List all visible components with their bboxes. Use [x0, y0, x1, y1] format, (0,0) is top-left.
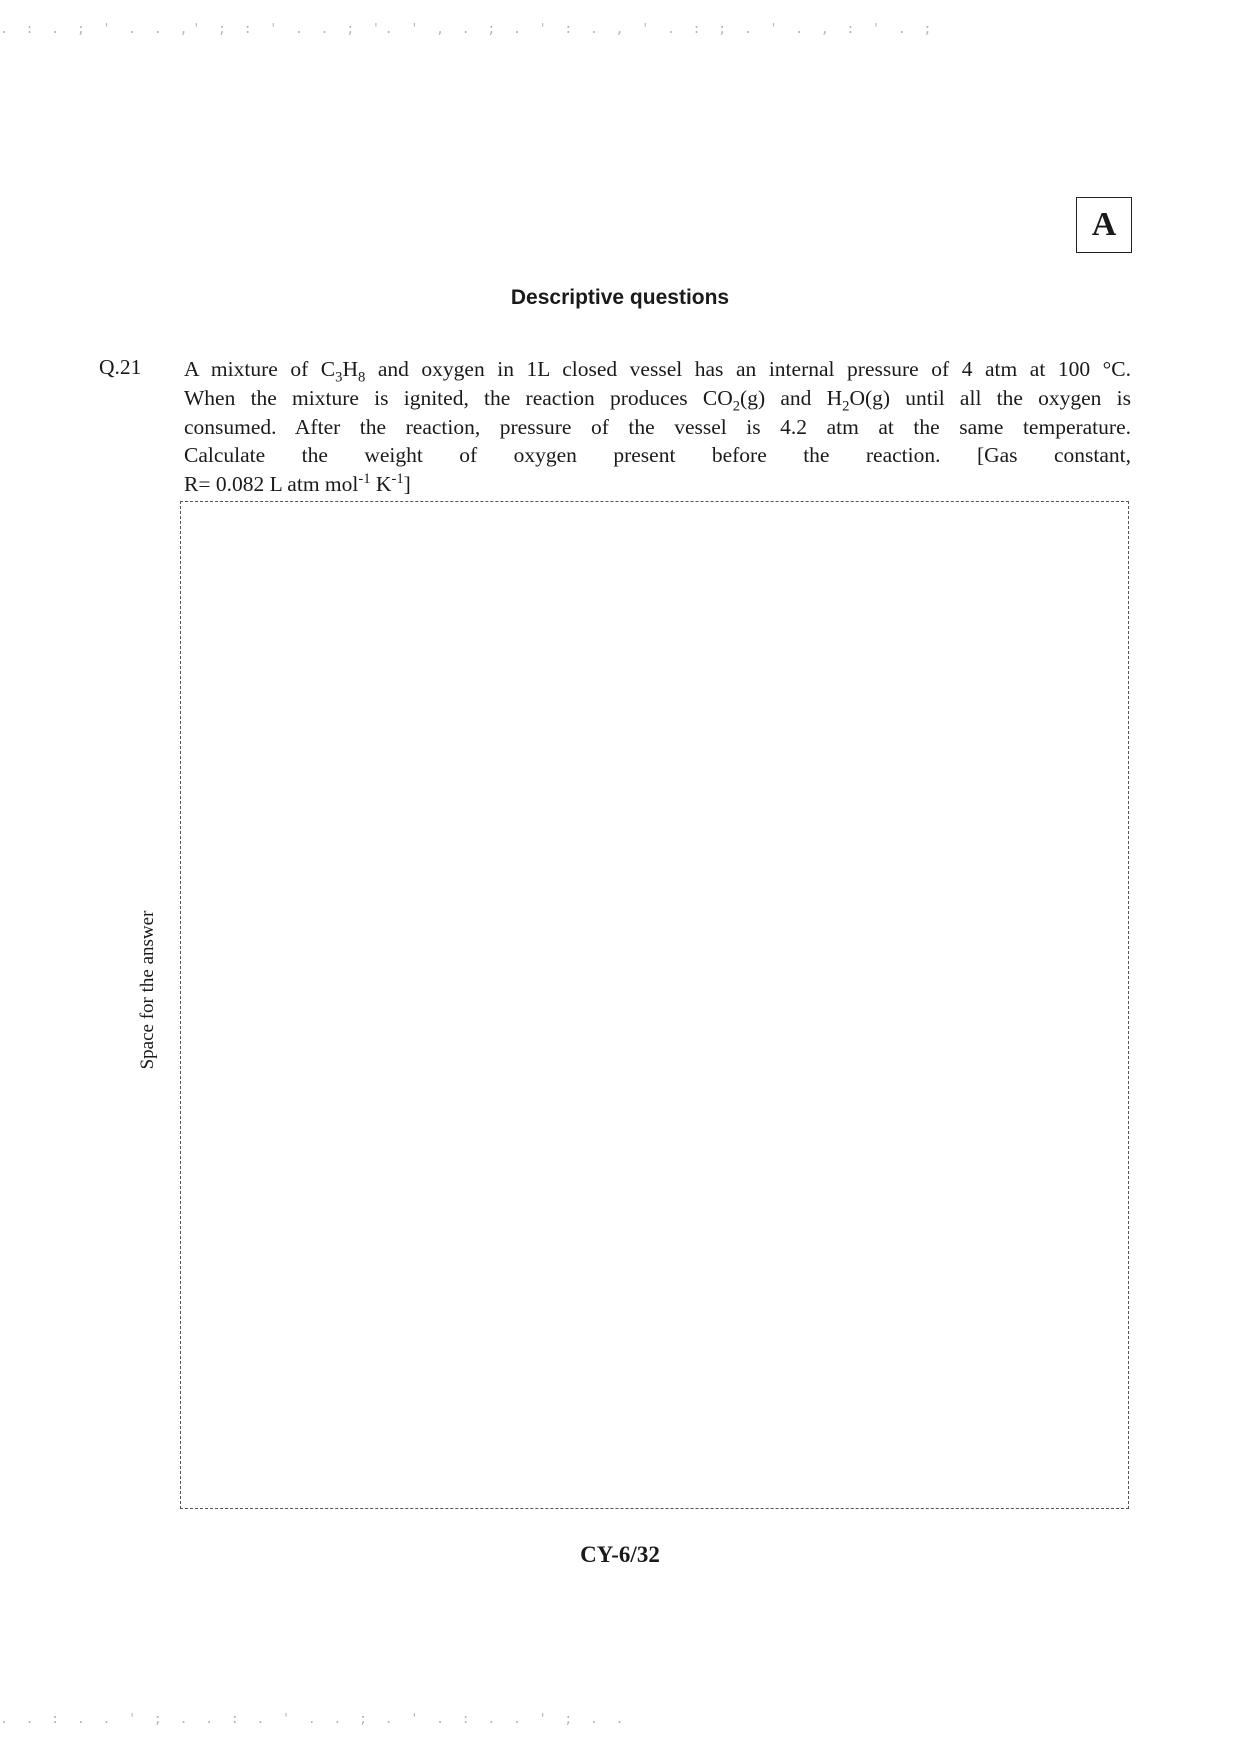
answer-space-label: Space for the answer: [137, 910, 158, 1070]
subscript: 2: [842, 398, 850, 415]
question-line: [184, 384, 1131, 413]
superscript: -1: [391, 471, 404, 488]
subscript: 8: [357, 369, 366, 386]
text-run: O(g) until all the oxygen is: [849, 385, 1132, 410]
text-run: and oxygen in 1L closed vessel has an internal pressure of 4 atm at 100 °C.: [365, 357, 1131, 381]
text-run: When the mixture is ignited, the reaction produces CO: [184, 385, 733, 410]
scan-noise-top: . : . ; ' . . ,' ; : ' . . ; '. ' , . ; . ' : . , ' . : ; . ' . , : ' . ;: [0, 22, 937, 37]
superscript: -1: [358, 471, 371, 488]
text-run: (g) and H: [740, 385, 843, 410]
booklet-code-box: [1076, 197, 1132, 253]
text-run: H: [342, 357, 358, 381]
section-heading: Descriptive questions: [510, 286, 730, 309]
text-run: R= 0.082 L atm mol: [184, 472, 359, 497]
question-line: [184, 413, 1131, 442]
answer-space-box[interactable]: [180, 501, 1129, 1509]
question-line: [184, 355, 1131, 384]
page-code: CY-6/32: [580, 1542, 660, 1567]
subscript: 3: [335, 369, 343, 386]
text-run: A mixture of C: [184, 357, 336, 381]
question-line: [184, 441, 1131, 470]
subscript: 2: [732, 398, 741, 415]
scan-noise-bottom: . . : . . ' ; . . : . ' . . ; . ' . : . . ' ; . .: [0, 1712, 629, 1727]
question-number: Q.21: [99, 355, 142, 379]
text-run: Calculate the weight of oxygen present before the reaction. [Gas constant,: [184, 443, 1131, 468]
text-run: consumed. After the reaction, pressure of the vessel is 4.2 atm at the same temperature.: [184, 414, 1131, 439]
question-line: [184, 470, 1131, 499]
text-run: K: [370, 472, 392, 497]
text-run: ]: [403, 472, 411, 497]
question-text: [184, 355, 1131, 499]
booklet-code: A: [1091, 206, 1117, 243]
